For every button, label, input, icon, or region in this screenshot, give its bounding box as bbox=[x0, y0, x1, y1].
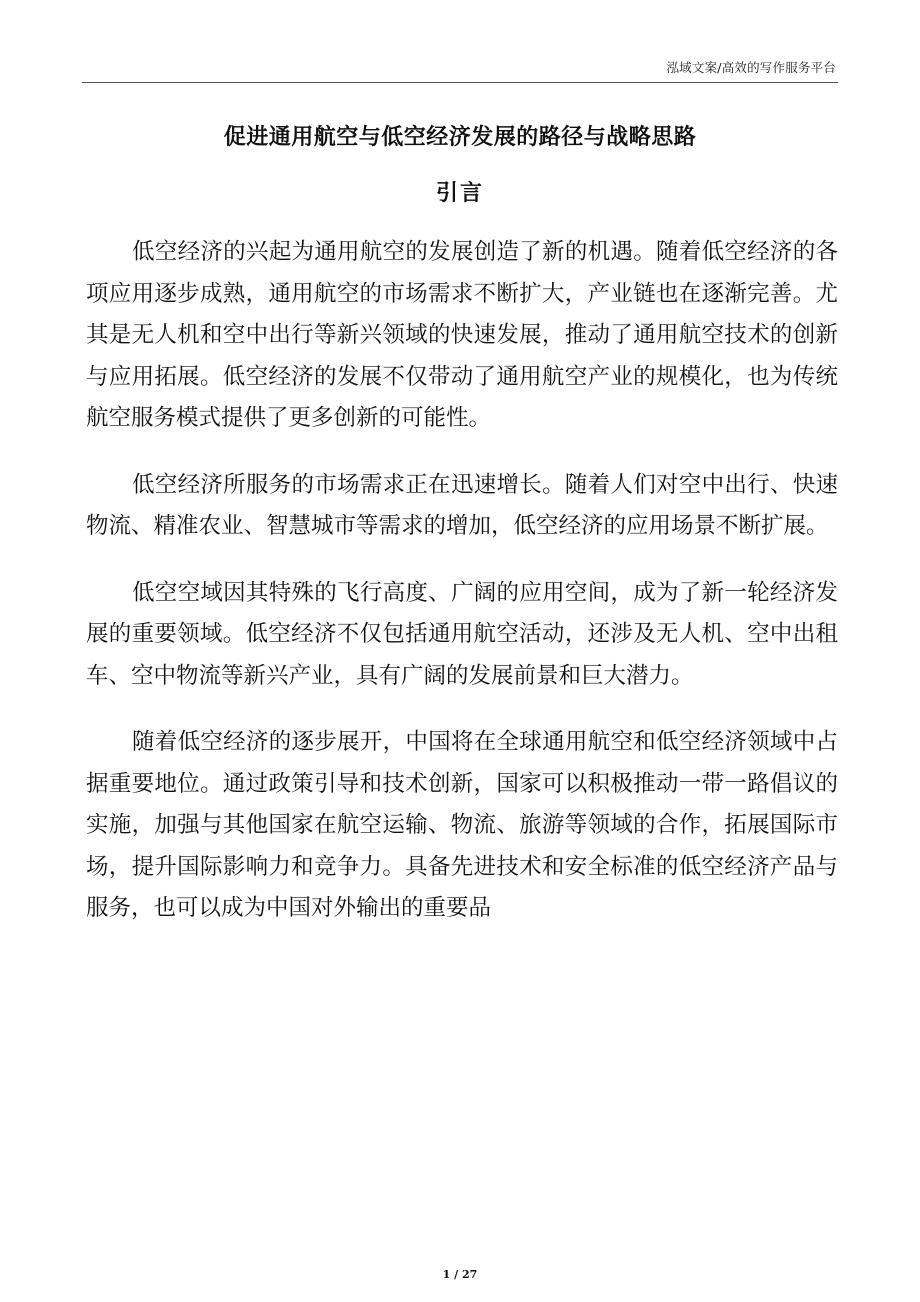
page-header: 泓域文案/高效的写作服务平台 bbox=[666, 60, 836, 75]
paragraph: 低空空域因其特殊的飞行高度、广阔的应用空间，成为了新一轮经济发展的重要领域。低空经济不仅包括通用航空活动，还涉及无人机、空中出租车、空中物流等新兴产业，具有广阔的发展前景和巨大潜力。 bbox=[86, 579, 838, 689]
document-body bbox=[86, 232, 838, 930]
paragraph: 低空经济所服务的市场需求正在迅速增长。随着人们对空中出行、快速物流、精准农业、智慧城市等需求的增加，低空经济的应用场景不断扩展。 bbox=[86, 471, 838, 539]
paragraph: 低空经济的兴起为通用航空的发展创造了新的机遇。随着低空经济的各项应用逐步成熟，通用航空的市场需求不断扩大，产业链也在逐渐完善。尤其是无人机和空中出行等新兴领域的快速发展，推动了通用航空技术的创新与应用拓展。低空经济的发展不仅带动了通用航空产业的规模化，也为传统航空服务模式提供了更多创新的可能性。 bbox=[86, 239, 838, 431]
page-number: 1 / 27 bbox=[442, 1268, 478, 1281]
document-title: 促进通用航空与低空经济发展的路径与战略思路 bbox=[223, 125, 697, 150]
section-heading: 引言 bbox=[435, 181, 484, 206]
header-divider bbox=[82, 82, 838, 83]
paragraph: 随着低空经济的逐步展开，中国将在全球通用航空和低空经济领域中占据重要地位。通过政策引导和技术创新，国家可以积极推动一带一路倡议的实施，加强与其他国家在航空运输、物流、旅游等领域的合作，拓展国际市场，提升国际影响力和竞争力。具备先进技术和安全标准的低空经济产品与服务，也可以成为中国对外输出的重要品 bbox=[86, 729, 838, 921]
